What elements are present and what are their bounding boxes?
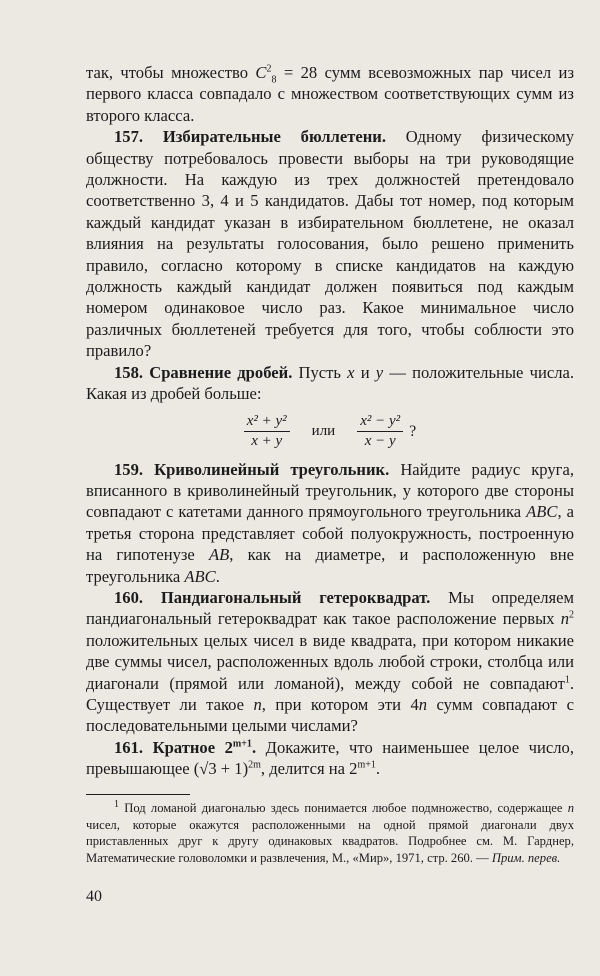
problem-157-title: 157. Избирательные бюллетени. xyxy=(114,127,386,147)
footnote xyxy=(86,800,574,866)
problem-159-text-b: , а третья сторона представляет собой полуокружность, построенную на гипотенузе xyxy=(86,502,574,565)
footnote-text-b: чисел, которые окажутся расположенными на одной прямой диагонали двух приставленных друг к другу одинаковых квадратов. Подробнее см. М. Гарднер, Математические головоломки и развлечения, М., «Мир», 1971, стр. 260. — xyxy=(86,817,574,865)
var-n-3: n xyxy=(418,694,428,714)
problem-158-text: Пусть xyxy=(292,362,348,382)
power-m1-sup: m+1 xyxy=(357,759,376,771)
footnote-paragraph xyxy=(86,800,574,866)
fraction-1-denominator: x + y xyxy=(251,433,283,449)
footnote-mark: 1 xyxy=(114,798,119,810)
problem-160-text-d: , при котором эти 4 xyxy=(261,694,419,714)
problem-161-text-b: , делится на 2 xyxy=(260,759,358,779)
intro-paragraph xyxy=(86,62,574,126)
problem-161-title xyxy=(114,738,256,757)
problem-158 xyxy=(86,362,574,405)
fraction-2-numerator: x² − y² xyxy=(357,413,403,432)
var-y: y xyxy=(375,362,384,382)
fraction-1 xyxy=(244,413,290,450)
fraction-2-denominator: x − y xyxy=(364,433,396,449)
problem-161-title-end: . xyxy=(251,737,257,757)
problem-160 xyxy=(86,587,574,737)
triangle-abc: ABC xyxy=(526,502,558,522)
problem-159-title: 159. Криволинейный треугольник. xyxy=(114,459,390,479)
n-squared-sup: 2 xyxy=(569,609,574,621)
intro-text-end: = 28 сумм всевозможных пар чисел из первого класса совпадало с множеством соответствующих сумм из второго класса. xyxy=(86,63,574,125)
combination-sub: 8 xyxy=(271,74,277,86)
footnote-divider xyxy=(86,794,190,795)
power-2m-sup: 2m xyxy=(248,759,261,771)
combination-symbol: C xyxy=(255,63,267,82)
problem-159 xyxy=(86,459,574,587)
main-text xyxy=(86,62,574,780)
fraction-2 xyxy=(357,413,403,450)
fractions-formula xyxy=(86,411,574,453)
problem-157-text: Одному физическому обществу потребовалось провести выборы на три руководящие должности. На каждую из трех должностей претендовало соответственно 3, 4 и 5 кандидатов. Дабы тот номер, под которым каждый кандидат указан в избирательном бюллетене, не оказал влияния на результаты голосования, было решено применить правило, согласно которому в списке кандидатов на каждую должность каждый кандидат должен появиться под каждым номером одинаковое число раз. Какое минимальное число различных бюллетеней требуется для того, чтобы соблюсти это правило? xyxy=(86,127,574,361)
var-x: x xyxy=(347,362,355,382)
footnote-text-a: Под ломаной диагональю здесь понимается любое подмножество, содержащее xyxy=(119,801,568,815)
problem-159-text-d: . xyxy=(215,566,220,586)
problem-159-text-c: , как на диаметре, и расположенную вне треугольника xyxy=(86,545,574,586)
translator-note: Прим. перев. xyxy=(491,850,561,865)
problem-161-title-text: 161. Кратное 2 xyxy=(114,737,233,757)
conj-and: и xyxy=(354,362,376,382)
problem-160-text-b: положительных целых чисел в виде квадрата, при котором никакие две суммы чисел, расположенных вдоль любой строки, столбца или диагонали (прямой или ломаной), между собой не совпадают xyxy=(86,630,574,693)
footnote-ref: 1 xyxy=(564,674,570,686)
footnote-var-n: n xyxy=(567,801,574,815)
question-mark: ? xyxy=(409,422,417,440)
var-n: n xyxy=(560,609,569,629)
problem-161-text-c: . xyxy=(375,759,381,779)
problem-160-text-a: Мы определяем пандиагональный гетероквадрат как такое расположение первых xyxy=(86,587,574,629)
var-n-2: n xyxy=(253,694,262,714)
problem-160-text-c: . Существует ли такое xyxy=(86,673,574,714)
problem-158-text-b: — положительные числа. Какая из дробей больше: xyxy=(86,362,574,404)
problem-158-title: 158. Сравнение дробей. xyxy=(114,362,293,382)
or-word: или xyxy=(311,422,336,439)
intro-text: так, чтобы множество xyxy=(86,63,256,82)
problem-160-title: 160. Пандиагональный гетероквадрат. xyxy=(114,587,431,607)
problem-161-title-sup: m+1 xyxy=(232,738,252,750)
page-number: 40 xyxy=(86,888,102,905)
problem-161 xyxy=(86,737,574,780)
problem-159-text-a: Найдите радиус круга, вписанного в криволинейный треугольник, у которого две стороны совпадают с катетами данного прямоугольного треугольника xyxy=(86,459,574,522)
segment-ab: AB xyxy=(208,545,230,565)
problem-160-text-e: сумм совпадают с последовательными целыми числами? xyxy=(86,694,574,736)
combination-sup: 2 xyxy=(266,63,272,75)
triangle-abc-2: ABC xyxy=(184,566,216,586)
fraction-1-numerator: x² + y² xyxy=(244,413,290,432)
problem-161-text-a: Докажите, что наименьшее целое число, превышающее (√3 + 1) xyxy=(86,737,574,779)
problem-157 xyxy=(86,126,574,361)
